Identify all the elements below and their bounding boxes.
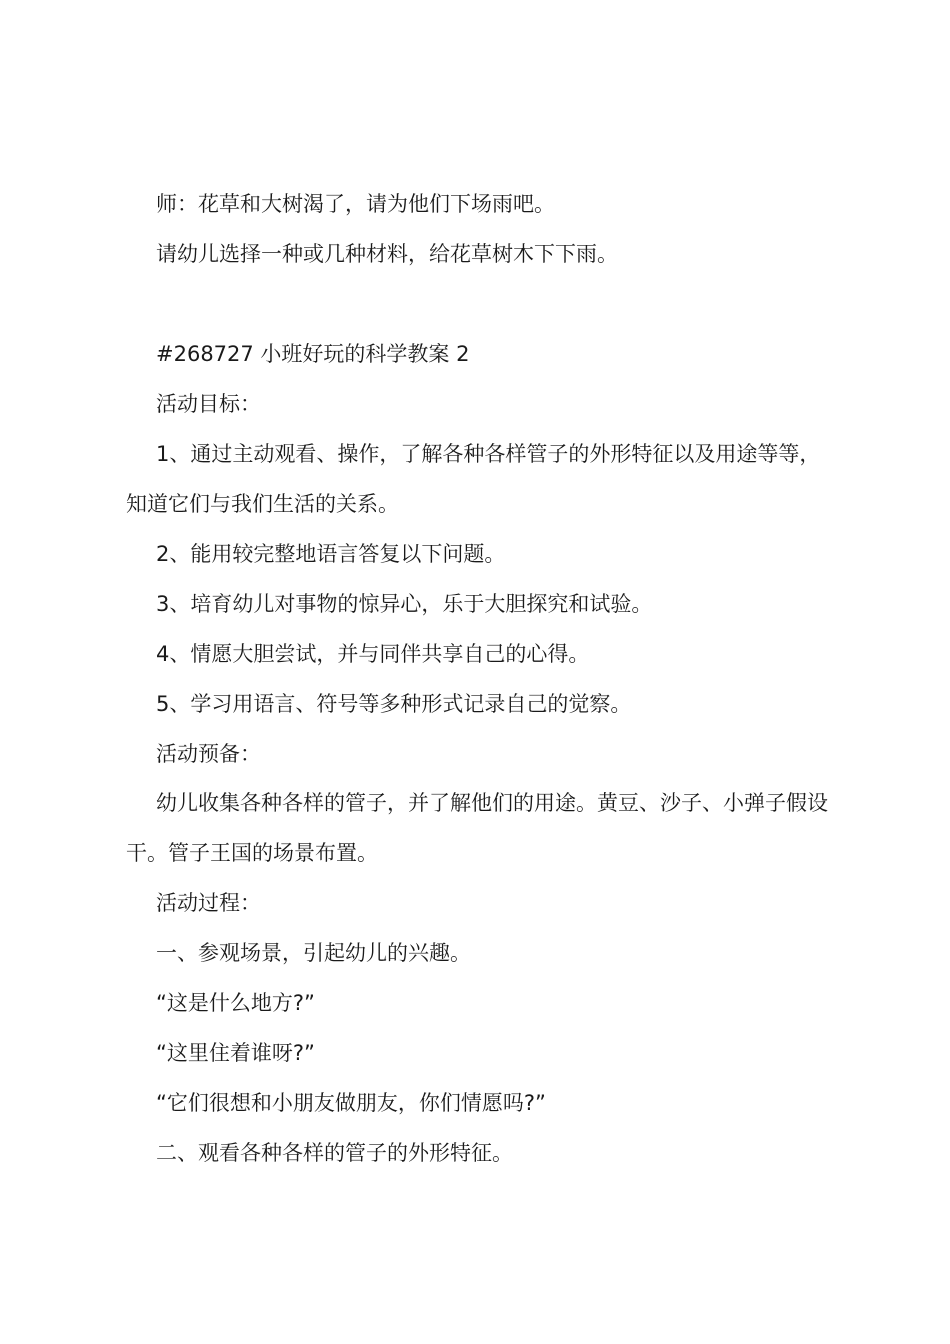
heading-activity-process: 活动过程： (156, 891, 261, 915)
process-step-2: 二、观看各种各样的管子的外形特征。 (156, 1141, 513, 1165)
goal-item-4: 4、情愿大胆尝试，并与同伴共享自己的心得。 (156, 642, 590, 666)
heading-activity-goals: 活动目标： (156, 392, 261, 416)
goal-item-3: 3、培育幼儿对事物的惊异心，乐于大胆探究和试验。 (156, 592, 653, 616)
preparation-paragraph: 幼儿收集各种各样的管子，并了解他们的用途。黄豆、沙子、小弹子假设干。管子王国的场景布置。 (126, 791, 828, 865)
question-3: “它们很想和小朋友做朋友，你们情愿吗?” (156, 1091, 546, 1115)
paragraph-instruction: 请幼儿选择一种或几种材料，给花草树木下下雨。 (156, 242, 618, 266)
goal-item-2: 2、能用较完整地语言答复以下问题。 (156, 542, 506, 566)
question-1: “这是什么地方?” (156, 991, 315, 1015)
paragraph-teacher-line: 师：花草和大树渴了，请为他们下场雨吧。 (156, 192, 555, 216)
process-step-1: 一、参观场景，引起幼儿的兴趣。 (156, 941, 471, 965)
section-heading: #268727 小班好玩的科学教案 2 (156, 342, 470, 366)
question-2: “这里住着谁呀?” (156, 1041, 315, 1065)
heading-activity-preparation: 活动预备： (156, 742, 261, 766)
goal-item-1: 1、通过主动观看、操作，了解各种各样管子的外形特征以及用途等等，知道它们与我们生活的关系。 (126, 442, 821, 516)
goal-item-5: 5、学习用语言、符号等多种形式记录自己的觉察。 (156, 692, 632, 716)
